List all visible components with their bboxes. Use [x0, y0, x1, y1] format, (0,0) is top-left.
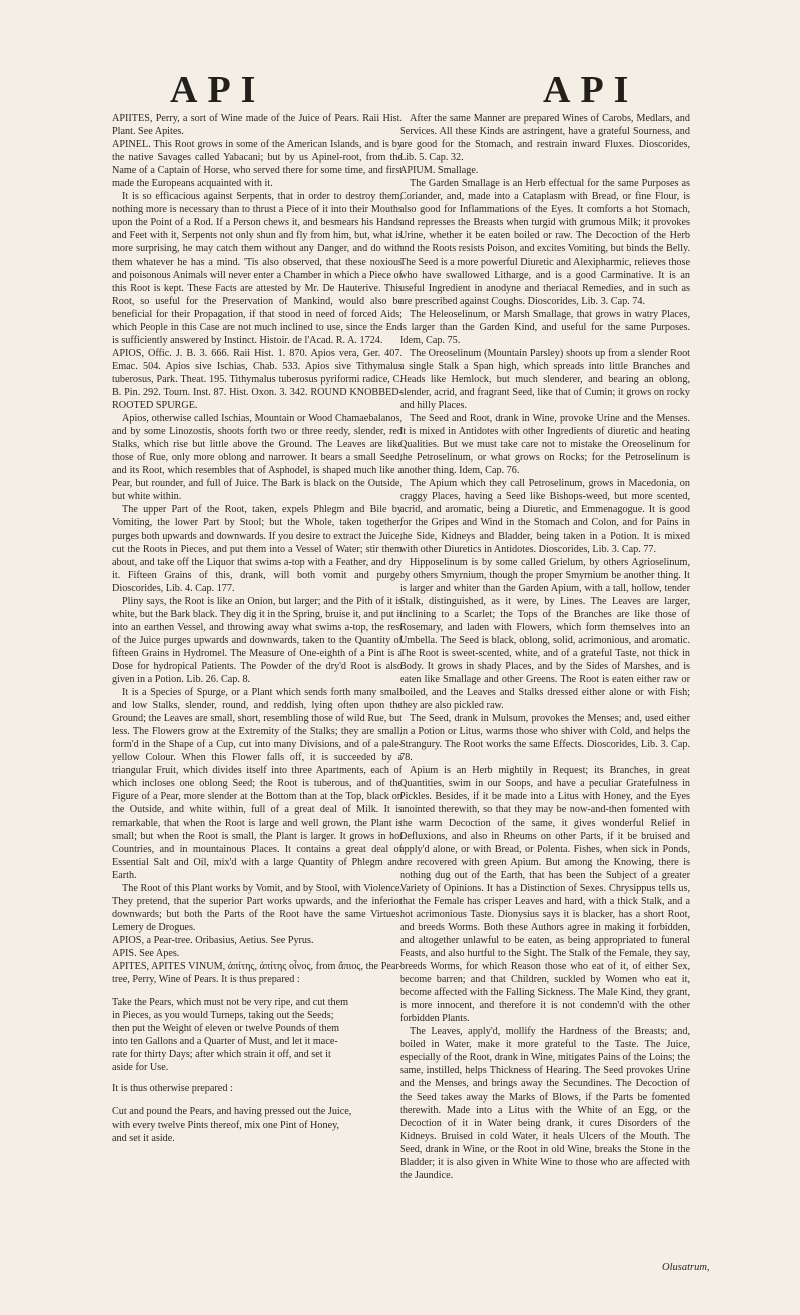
recipe-line: aside for Use. [112, 1062, 169, 1074]
recipe-line: with every twelve Pints thereof, mix one Pint of Honey, [112, 1119, 340, 1131]
recipe-line: and set it aside. [112, 1132, 175, 1144]
recipe-block [112, 1105, 402, 1144]
entry-paragraph: The Root of this Plant works by Vomit, and by Stool, with Violence. They pretend, that the superior Part works upwards, and the inferior downwards; but both the Parts of the Root have the same Virtues. Lemery de Drogues. [112, 882, 402, 933]
entry-paragraph: It is so efficacious against Serpents, that in order to destroy them, nothing more is necessary than to thrust a Piece of it into their Mouths upon the Point of a Rod. If a Person chews it, and besmears his Hands and Feet with it, Serpents not only shun and fly from him, but, what is more surprising, he may catch them without any Danger, and do with them whatever he has a mind. 'Tis also observed, that these noxious and poisonous Animals will never enter a Chamber in which a Piece of this Root is kept. These Facts are attested by Mr. De Hauterive. This Root, so useful for the Preservation of Mankind, would also be beneficial for their Propagation, if that stood in need of forced Aids; which People in this Case are not much inclined to use, since the End is sufficiently answered by Instinct. Histoir. de l'Acad. R. A. 1724. [112, 191, 402, 346]
entry-paragraph: APINEL. This Root grows in some of the American Islands, and is by the native Savages called Yabacani; but by us Apinel-root, from the Name of a Captain of Horse, who served there for some time, and first made the Europeans acquainted with it. [112, 139, 402, 190]
entry-paragraph: The Oreoselinum (Mountain Parsley) shoots up from a slender Root a single Stalk a Span high, which spreads into little Branches and Heads like Hemlock, but much slenderer, and bearing an oblong, slender, acrid, and fragrant Seed, like that of Cumin; it grows on rocky and hilly Places. [400, 347, 690, 412]
recipe-intro: It is thus otherwise prepared : [112, 1083, 233, 1095]
entry-paragraph: APIS. See Apes. [112, 948, 180, 959]
left-column [112, 112, 402, 1153]
running-head-right: API [543, 69, 639, 111]
entry-paragraph: The Seed, drank in Mulsum, provokes the Menses; and, used either in a Potion or Litus, warms those who shiver with Cold, and helps the Strangury. The Root works the same Effects. Dioscorides, Lib. 3. Cap. 78. [400, 713, 690, 764]
entry-paragraph: APIITES, Perry, a sort of Wine made of the Juice of Pears. Raii Hist. Plant. See Apites. [112, 113, 402, 138]
entry-paragraph: Hipposelinum is by some called Grielum, by others Agrioselinum, by others Smyrnium, though the proper Smyrnium be another thing. It is larger and whiter than the Garden Apium, with a tall, hollow, tender Stalk, distinguished, as it were, by Lines. The Leaves are larger, inclining to a Scarlet; the Tops of the Branches are like those of Rosemary, and laden with Flowers, which form themselves into an Umbella. The Seed is black, oblong, solid, acrimonious, and aromatic. The Root is sweet-scented, white, and of a grateful Taste, not thick in Body. It grows in shady Places, and by the Sides of Marshes, and is eaten like Smallage and other Greens. The Root is eaten either raw or boiled, and the Leaves and Stalks dressed either alone or with Fish; they are also pickled raw. [400, 556, 690, 712]
entry-paragraph: APIOS, a Pear-tree. Oribasius, Aetius. See Pyrus. [112, 934, 314, 946]
entry-paragraph: The Apium which they call Petroselinum, grows in Macedonia, on craggy Places, having a Seed like Bishops-weed, but more scented, acrid, and aromatic, being a Diuretic, and Emmenagogue. It is good for the Gripes and Wind in the Stomach and Colon, and for Pains in the Side, Kidneys and Bladder, being taken in a Potion. It is mixed with other Diuretics in Antidotes. Dioscorides, Lib. 3. Cap. 77. [400, 478, 690, 555]
entry-paragraph: Pliny says, the Root is like an Onion, but larger; and the Pith of it is white, but the Bark black. They dig it in the Spring, bruise it, and put it into an earthen Vessel, and throwing away what swims a-top, the rest of the Juice purges upwards and downwards, taken to the Quantity of fifteen Grains in Hydromel. The Measure of One-eighth of a Pint is a Dose for hydropical Patients. The Powder of the dry'd Root is also given in a Potion. Lib. 26. Cap. 8. [112, 595, 402, 686]
entry-paragraph: After the same Manner are prepared Wines of Carobs, Medlars, and Services. All these Kinds are astringent, have a grateful Sourness, and are good for the Stomach, and restrain inward Fluxes. Dioscorides, Lib. 5. Cap. 32. [400, 113, 690, 164]
entry-paragraph: Apios, otherwise called Ischias, Mountain or Wood Chamaebalanos, and by some Linozostis, shoots forth two or three reedy, slender, red Stalks, which rise but little above the Ground. The Leaves are like those of Rue, only more oblong and narrower. It bears a small Seed, and its Root, which resembles that of Asphodel, is shaped much like a Pear, but rounder, and full of Juice. The Bark is black on the Outside, but white within. [112, 413, 402, 503]
recipe-line: in Pieces, as you would Turneps, taking out the Seeds; [112, 1010, 334, 1022]
entry-paragraph: APITES, APITES VINUM, ἀπίτης, ἀπίτης οἶνος, from ἄπιος, the Pear-tree, Perry, Wine of Pears. It is thus prepared : [112, 961, 402, 986]
recipe-line: into ten Gallons and a Quarter of Must, and let it mace- [112, 1036, 338, 1048]
catchword: Olusatrum, [662, 1262, 710, 1273]
entry-paragraph: APIOS, Offic. J. B. 3. 666. Raii Hist. 1. 870. Apios vera, Ger. 407. Emac. 504. Apios sive Ischias, Chab. 533. Apios sive Tithymalus tuberosus, Park. Theat. 195. Tithymalus tuberosus pyriformi radice, C. B. Pin. 292. Tourn. Inst. 87. Hist. Oxon. 3. 342. ROUND KNOBBED-ROOTED SPURGE. [112, 347, 402, 412]
entry-paragraph: The Leaves, apply'd, mollify the Hardness of the Breasts; and, boiled in Water, make it more grateful to the Taste. The Juice, especially of the Root, drank in Wine, mitigates Pains of the Loins; the same, instilled, helps Thickness of Hearing. The Seed provokes Urine and the Menses, and brings away the Secundines. The Decoction of the Seed takes away the Marks of Blows, if the Parts be fomented therewith. Made into a Litus with the White of an Egg, or the Decoction of it in Water being drank, it cures Disorders of the Kidneys. Bruised in cold Water, it heals Ulcers of the Mouth. The Seed, drank in Wine, or the Root in old Wine, breaks the Stone in the Bladder; it is also given in White Wine to those who are affected with the Jaundice. [400, 1026, 690, 1181]
right-column [400, 112, 690, 1182]
entry-paragraph: APIUM. Smallage. [400, 165, 479, 177]
running-head-left: API [170, 69, 266, 111]
entry-paragraph: The Seed and Root, drank in Wine, provoke Urine and the Menses. It is mixed in Antidotes with other Ingredients of diuretic and heating Qualities. But we must take care not to mistake the Oreoselinum for the Petroselinum, or what grows on Rocks; for the Petroselinum is another thing. Idem, Cap. 76. [400, 413, 690, 477]
recipe-line: then put the Weight of eleven or twelve Pounds of them [112, 1023, 340, 1035]
entry-paragraph: Apium is an Herb mightily in Request; its Branches, in great Quantities, swim in our Soops, and have a peculiar Gratefulness in Pickles. Besides, if it be made into a Litus with Honey, and the Eyes anointed therewith, so that they may be now-and-then fomented with the warm Decoction of the same, it gives wonderful Relief in Defluxions, and also in Rheums on other Parts, if it be bruised and apply'd alone, or with Bread, or Polenta. Fishes, when sick in Ponds, are recovered with green Apium. But among the Knowing, there is nothing dug out of the Earth, that has been the Subject of a greater Variety of Opinions. It has a Distinction of Sexes. Chrysippus tells us, that the Female has crisper Leaves and hard, with a thick Stalk, and a hot acrimonious Taste. Dionysius says it is blacker, has a short Root, and breeds Worms. Both these Authors agree in making it forbidden, and altogether unlawful to be eaten, as being appropriated to funeral Feasts, and also hurtful to the Sight. The Stalk of the Female, they say, breeds Worms, for which Reason those who eat of it, of either Sex, become barren; and that Children, suckled by Women who eat it, become affected with the Falling Sickness. The Male Kind, they grant, is more innocent, and therefore it is not condemn'd with the other forbidden Plants. [400, 765, 690, 1025]
entry-paragraph: The Heleoselinum, or Marsh Smallage, that grows in watry Places, is larger than the Garden Kind, and useful for the same Purposes. Idem, Cap. 75. [400, 308, 690, 346]
entry-paragraph: The Garden Smallage is an Herb effectual for the same Purposes as Coriander, and, made into a Cataplasm with Bread, or fine Flour, is also good for Inflammations of the Eyes. It comforts a hot Stomach, and represses the Breasts when turgid with grumous Milk; it provokes Urine, whether it be eaten boiled or raw. The Decoction of the Herb and the Roots resists Poison, and excites Vomiting, but binds the Belly. The Seed is a more powerful Diuretic and Alexipharmic, relieves those who have swallowed Litharge, and is a good Carminative. It is an useful Ingredient in anodyne and theriacal Remedies, and in such as are prescribed against Coughs. Dioscorides, Lib. 3. Cap. 74. [400, 178, 690, 307]
recipe-block [112, 996, 402, 1074]
recipe-line: Take the Pears, which must not be very ripe, and cut them [112, 997, 349, 1009]
recipe-line: Cut and pound the Pears, and having pressed out the Juice, [112, 1106, 352, 1118]
entry-paragraph: It is a Species of Spurge, or a Plant which sends forth many small and low Stalks, slender, round, and reddish, lying often upon the Ground; the Leaves are small, short, resembling those of wild Rue, but less. The Flowers grow at the Extremity of the Stalks; they are small, form'd in the Shape of a Cup, cut into many Divisions, and of a pale-yellow Colour. When this Flower falls off, it is succeeded by a triangular Fruit, which divides itself into three Apartments, each of which incloses one oblong Seed; the Root is tuberous, and of the Figure of a Pear, more slender at the Bottom than at the Top, black on the Outside, and white within, full of a great deal of Milk. It is remarkable, that when the Root is large and well grown, the Plant is small; but when the Root is small, the Plant is larger. It grows in hot Countries, and in mountainous Places. It contains a great deal of Essential Salt and Oil, mix'd with a large Quantity of Phlegm and Earth. [112, 687, 402, 881]
recipe-line: rate for thirty Days; after which strain it off, and set it [112, 1049, 331, 1061]
entry-paragraph: The upper Part of the Root, taken, expels Phlegm and Bile by Vomiting, the lower Part by Stool; but the Whole, taken together, purges both upwards and downwards. If you desire to extract the Juice, cut the Roots in Pieces, and put them into a Vessel of Water; stir them about, and take off the Liquor that swims a-top with a Feather, and dry it. Fifteen Grains of this, drank, will both vomit and purge. Dioscorides, Lib. 4. Cap. 177. [112, 504, 402, 594]
